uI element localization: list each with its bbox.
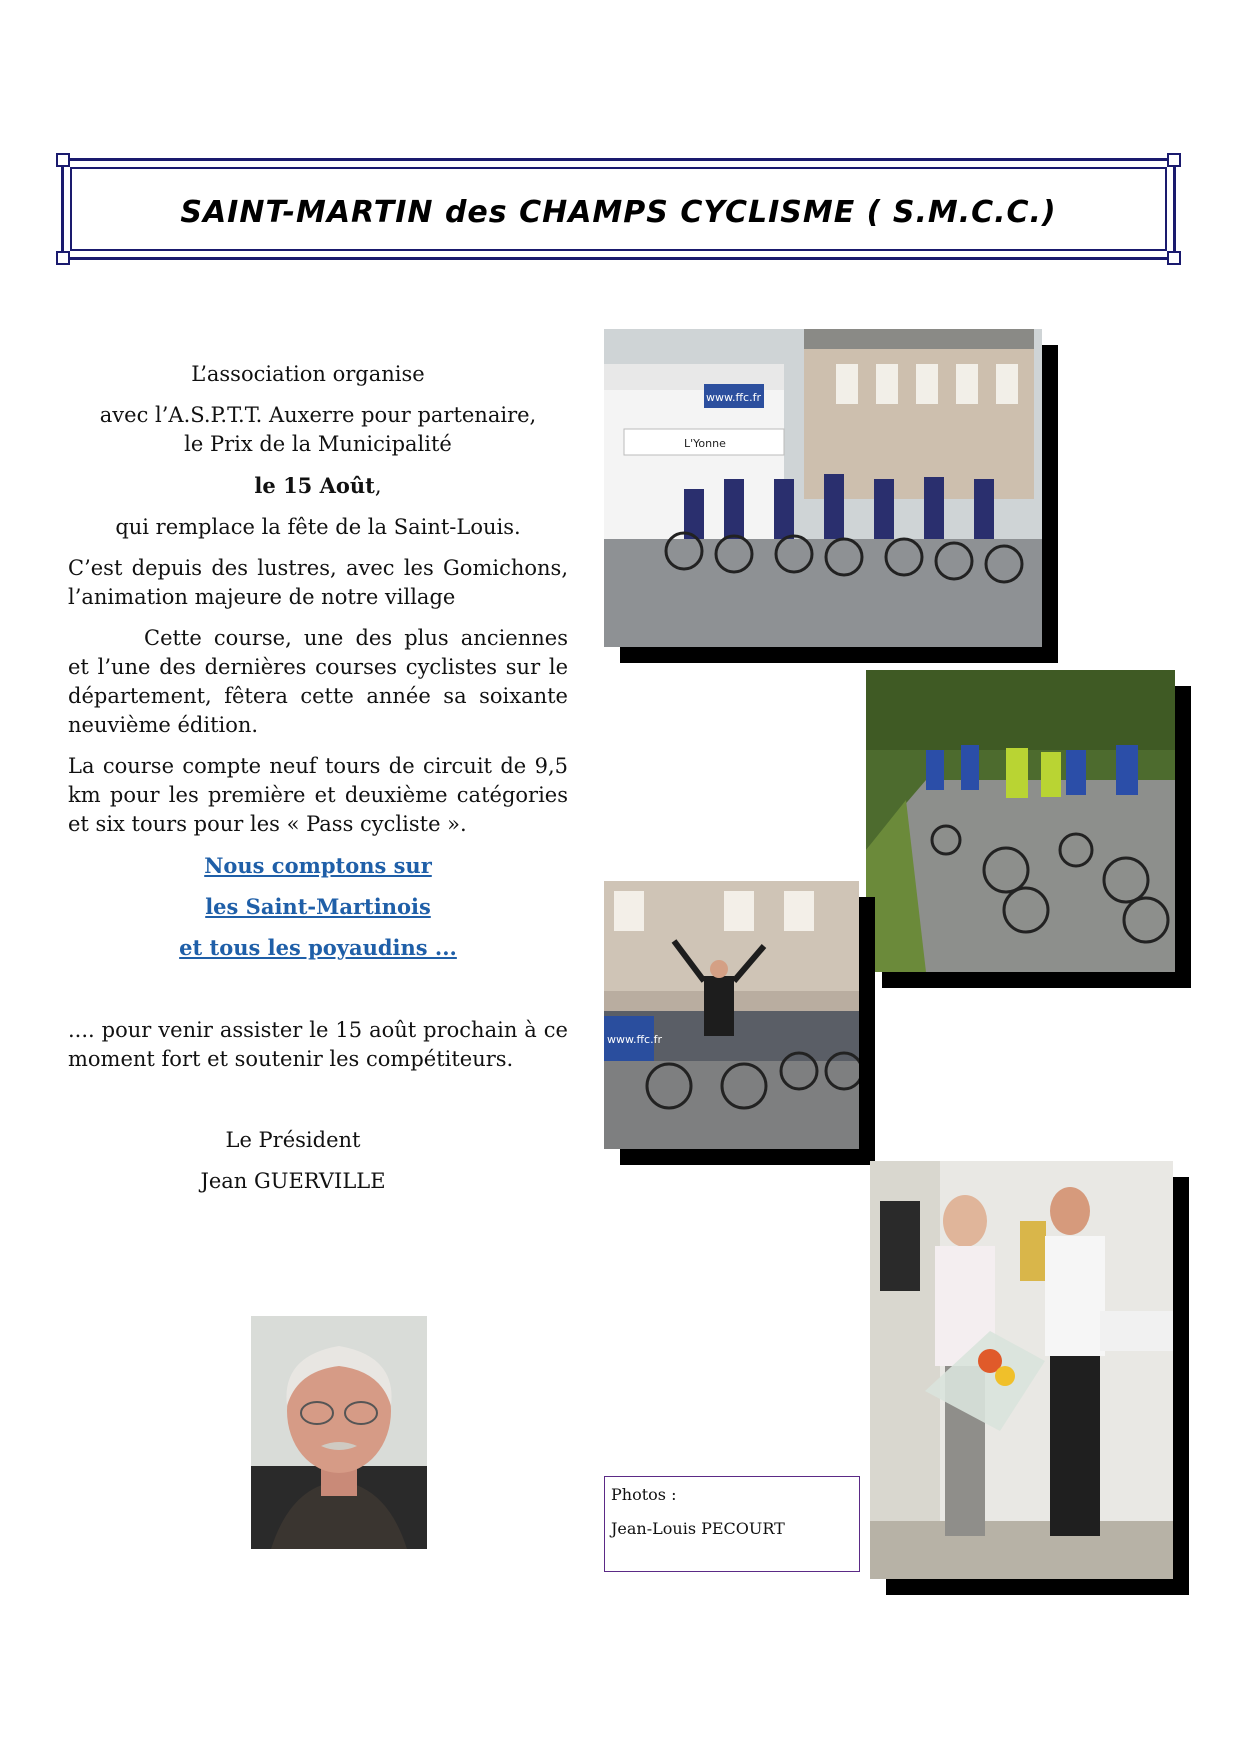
paragraph-1: C’est depuis des lustres, avec les Gomichons, l’animation majeure de notre village (68, 556, 568, 609)
intro-line-3: le Prix de la Municipalité (184, 432, 452, 456)
banner-text-2: L'Yonne (684, 437, 726, 450)
photo-credit-box (604, 1476, 860, 1572)
paragraph-4: .... pour venir assister le 15 août prochain à ce moment fort et soutenir les compétiteurs. (68, 1018, 568, 1071)
banner-text-3: www.ffc.fr (607, 1033, 662, 1046)
winner-photo (604, 881, 859, 1149)
intro-line-4: qui remplace la fête de la Saint-Louis. (115, 515, 521, 539)
peloton-photo (866, 670, 1175, 972)
article-text (68, 360, 568, 1196)
race-start-photo (604, 329, 1042, 647)
credit-label: Photos : (611, 1485, 677, 1504)
intro-line-2: avec l’A.S.P.T.T. Auxerre pour partenaire, (99, 403, 537, 427)
credit-author: Jean-Louis PECOURT (611, 1519, 785, 1538)
signature-name: Jean GUERVILLE (200, 1169, 386, 1193)
intro-line-1: L’association organise (191, 362, 425, 386)
link-line-3[interactable]: et tous les poyaudins ... (179, 935, 457, 960)
title-frame (61, 158, 1176, 260)
intro-date (68, 471, 568, 501)
link-line-1[interactable]: Nous comptons sur (204, 853, 432, 878)
banner-text-1: www.ffc.fr (706, 391, 761, 404)
date-suffix: , (374, 474, 382, 498)
date-text: le 15 Août (254, 473, 375, 498)
president-portrait-photo (251, 1316, 427, 1549)
trophy-ceremony-photo (870, 1161, 1173, 1579)
link-line-2[interactable]: les Saint-Martinois (205, 894, 431, 919)
paragraph-3: La course compte neuf tours de circuit de 9,5 km pour les première et deuxième catégories et six tours pour les « Pass cycliste ». (68, 754, 568, 836)
page-title: SAINT-MARTIN des CHAMPS CYCLISME ( S.M.C.C.) (180, 195, 1057, 230)
signature-role: Le Président (225, 1128, 361, 1152)
paragraph-2: Cette course, une des plus anciennes et l’une des dernières courses cyclistes sur le département, fêtera cette année sa soixante neuvième édition. (68, 626, 568, 737)
